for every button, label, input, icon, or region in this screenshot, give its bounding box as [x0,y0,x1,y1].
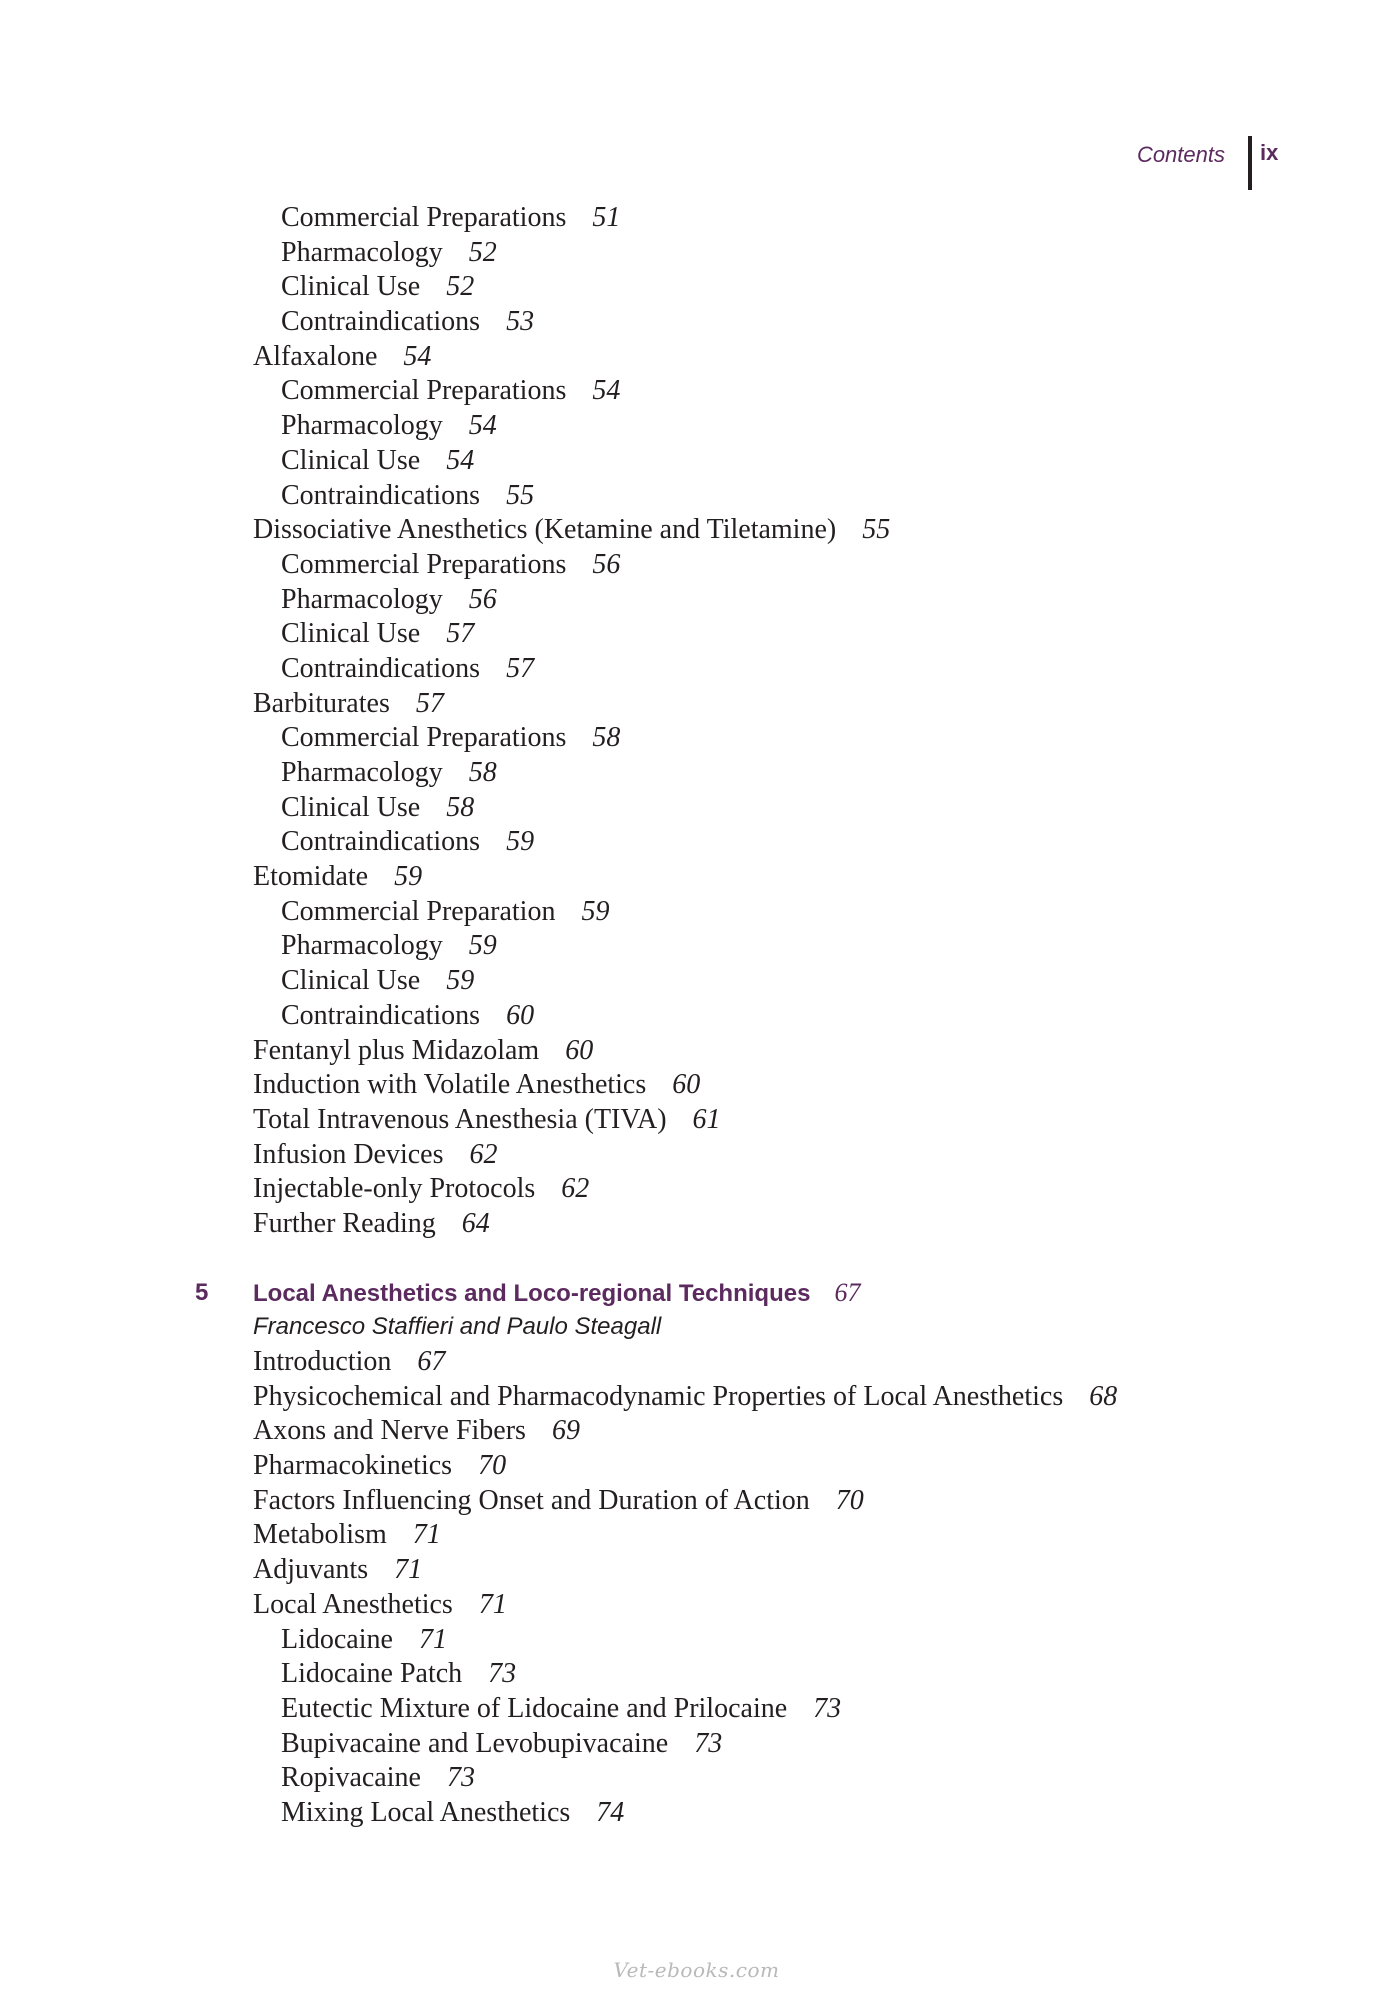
toc-entry-page: 52 [468,236,497,268]
chapter-number: 5 [195,1278,209,1306]
toc-entry-title: Dissociative Anesthetics (Ketamine and Tiletamine) [253,514,837,546]
toc-entry-page: 57 [415,687,444,719]
toc-entry[interactable] [0,860,1393,895]
toc-entry-page: 64 [461,1207,490,1239]
toc-entry-title: Lidocaine Patch [281,1658,463,1690]
toc-entry-title: Contraindications [281,652,481,684]
toc-entry-title: Contraindications [281,306,481,338]
toc-entry[interactable] [0,1518,1393,1553]
toc-entries-after [0,1345,1393,1831]
toc-entry[interactable] [0,201,1393,236]
toc-entry-title: Commercial Preparation [281,895,556,927]
toc-entry[interactable] [0,895,1393,930]
toc-entries-before [0,201,1393,1242]
toc-entry-page: 53 [506,306,535,338]
toc-entry-page: 68 [1089,1380,1118,1412]
toc-entry-title: Ropivacaine [281,1762,421,1794]
toc-entry-page: 70 [478,1450,507,1482]
toc-entry-title: Clinical Use [281,791,421,823]
toc-entry-page: 60 [506,999,535,1031]
toc-entry[interactable] [0,1172,1393,1207]
toc-entry-page: 73 [488,1658,517,1690]
toc-entry[interactable] [0,756,1393,791]
toc-entry-title: Pharmacology [281,930,443,962]
toc-entry-title: Contraindications [281,479,481,511]
toc-entry-title: Alfaxalone [253,340,378,372]
toc-entry[interactable] [0,305,1393,340]
toc-entry-page: 52 [446,271,475,303]
toc-entry-page: 62 [469,1138,498,1170]
toc-entry-title: Contraindications [281,826,481,858]
toc-entry[interactable] [0,1553,1393,1588]
toc-entry-title: Factors Influencing Onset and Duration of Action [253,1484,810,1516]
toc-entry[interactable] [0,1034,1393,1069]
toc-entry-page: 54 [446,444,475,476]
toc-entry-title: Total Intravenous Anesthesia (TIVA) [253,1103,667,1135]
chapter-page: 67 [834,1277,861,1307]
chapter-heading[interactable] [0,1276,1393,1311]
header-divider [1248,136,1252,190]
chapter-title-line [253,1276,860,1312]
toc-entry-page: 59 [394,861,423,893]
toc-entry-page: 55 [506,479,535,511]
toc-entry-title: Etomidate [253,861,369,893]
toc-entry-page: 71 [412,1519,441,1551]
toc-entry-title: Eutectic Mixture of Lidocaine and Prilocaine [281,1692,788,1724]
toc-entry-title: Further Reading [253,1207,436,1239]
toc-entry[interactable] [0,340,1393,375]
toc-entry-title: Clinical Use [281,618,421,650]
toc-entry-page: 73 [813,1692,842,1724]
toc-entry-page: 58 [468,757,497,788]
toc-entry-title: Lidocaine [281,1623,393,1655]
toc-entry-page: 56 [592,548,621,580]
toc-entry[interactable] [0,652,1393,687]
toc-entry-title: Clinical Use [281,965,421,997]
toc-entry[interactable] [0,1380,1393,1415]
toc-entry[interactable] [0,1068,1393,1103]
toc-entry[interactable] [0,617,1393,652]
toc-entry[interactable] [0,409,1393,444]
toc-entry-page: 54 [468,410,497,442]
toc-entry-title: Commercial Preparations [281,202,567,233]
chapter-title: Local Anesthetics and Loco-regional Techniques [253,1279,811,1307]
toc-entry-page: 69 [551,1415,580,1447]
toc-entry[interactable] [0,513,1393,548]
toc-entry-title: Commercial Preparations [281,722,567,754]
toc-entry[interactable] [0,1345,1393,1380]
toc-entry-title: Clinical Use [281,444,421,476]
toc-entry-title: Infusion Devices [253,1138,444,1170]
toc-entry-title: Injectable-only Protocols [253,1173,536,1205]
toc-entry-title: Bupivacaine and Levobupivacaine [281,1727,669,1759]
toc-entry-page: 73 [446,1762,475,1794]
toc-entry-page: 55 [862,514,891,546]
toc-entry-page: 67 [417,1346,446,1377]
toc-entry-page: 59 [468,930,497,962]
toc-entry-title: Metabolism [253,1519,387,1551]
toc-entry[interactable] [0,1588,1393,1623]
toc-entry[interactable] [0,687,1393,722]
toc-entry-title: Introduction [253,1346,392,1377]
toc-entry[interactable] [0,791,1393,826]
toc-entry-title: Fentanyl plus Midazolam [253,1034,540,1066]
toc-entry-title: Clinical Use [281,271,421,303]
toc-entry[interactable] [0,236,1393,271]
toc-entry[interactable] [0,1449,1393,1484]
toc-entry-title: Pharmacology [281,410,443,442]
table-of-contents [0,201,1393,1831]
toc-entry-page: 56 [468,583,497,615]
toc-entry[interactable] [0,721,1393,756]
toc-entry-page: 59 [446,965,475,997]
toc-entry-title: Physicochemical and Pharmacodynamic Properties of Local Anesthetics [253,1380,1064,1412]
chapter-authors: Francesco Staffieri and Paulo Steagall [253,1313,662,1341]
toc-entry-title: Pharmacology [281,757,443,788]
toc-entry-page: 51 [592,202,621,233]
toc-entry-page: 58 [592,722,621,754]
toc-entry[interactable] [0,1138,1393,1173]
toc-entry[interactable] [0,1727,1393,1762]
running-header [0,136,1393,192]
toc-entry[interactable] [0,270,1393,305]
toc-entry-page: 71 [478,1588,507,1620]
toc-entry-title: Pharmacology [281,236,443,268]
toc-entry-title: Pharmacology [281,583,443,615]
toc-entry-page: 60 [565,1034,594,1066]
toc-entry[interactable] [0,374,1393,409]
toc-entry[interactable] [0,444,1393,479]
toc-entry[interactable] [0,929,1393,964]
toc-entry-title: Barbiturates [253,687,390,719]
toc-entry-title: Mixing Local Anesthetics [281,1796,571,1828]
toc-entry-title: Induction with Volatile Anesthetics [253,1069,647,1101]
toc-entry[interactable] [0,583,1393,618]
watermark-logo: Vet-ebooks.com [613,1958,780,1982]
toc-entry-page: 59 [581,895,610,927]
toc-entry-page: 60 [672,1069,701,1101]
toc-entry-title: Commercial Preparations [281,375,567,407]
toc-entry-page: 57 [446,618,475,650]
toc-entry[interactable] [0,479,1393,514]
toc-entry-page: 74 [596,1796,625,1828]
toc-entry[interactable] [0,1623,1393,1658]
toc-entry-page: 71 [394,1554,423,1586]
toc-entry-page: 58 [446,791,475,823]
toc-entry-page: 59 [506,826,535,858]
toc-entry[interactable] [0,1484,1393,1519]
toc-entry[interactable] [0,1692,1393,1727]
toc-entry-page: 70 [835,1484,864,1516]
toc-entry[interactable] [0,964,1393,999]
running-header-section: Contents [1136,142,1225,167]
toc-entry-page: 62 [561,1173,590,1205]
toc-entry-title: Local Anesthetics [253,1588,453,1620]
toc-entry[interactable] [0,548,1393,583]
toc-entry[interactable] [0,1414,1393,1449]
toc-entry[interactable] [0,999,1393,1034]
toc-entry-title: Axons and Nerve Fibers [253,1415,526,1447]
toc-entry[interactable] [0,1796,1393,1831]
page-number: ix [1260,140,1279,165]
toc-entry[interactable] [0,1207,1393,1242]
toc-entry[interactable] [0,1761,1393,1796]
toc-entry[interactable] [0,1657,1393,1692]
toc-entry-page: 61 [692,1103,721,1135]
toc-entry-title: Pharmacokinetics [253,1450,453,1482]
toc-entry-page: 57 [506,652,535,684]
toc-entry-title: Commercial Preparations [281,548,567,580]
toc-entry-title: Adjuvants [253,1554,369,1586]
toc-entry-page: 54 [592,375,621,407]
toc-entry[interactable] [0,1103,1393,1138]
toc-entry-page: 54 [403,340,432,372]
toc-entry-title: Contraindications [281,999,481,1031]
toc-entry-page: 73 [694,1727,723,1759]
toc-entry-page: 71 [418,1623,447,1655]
toc-entry[interactable] [0,825,1393,860]
